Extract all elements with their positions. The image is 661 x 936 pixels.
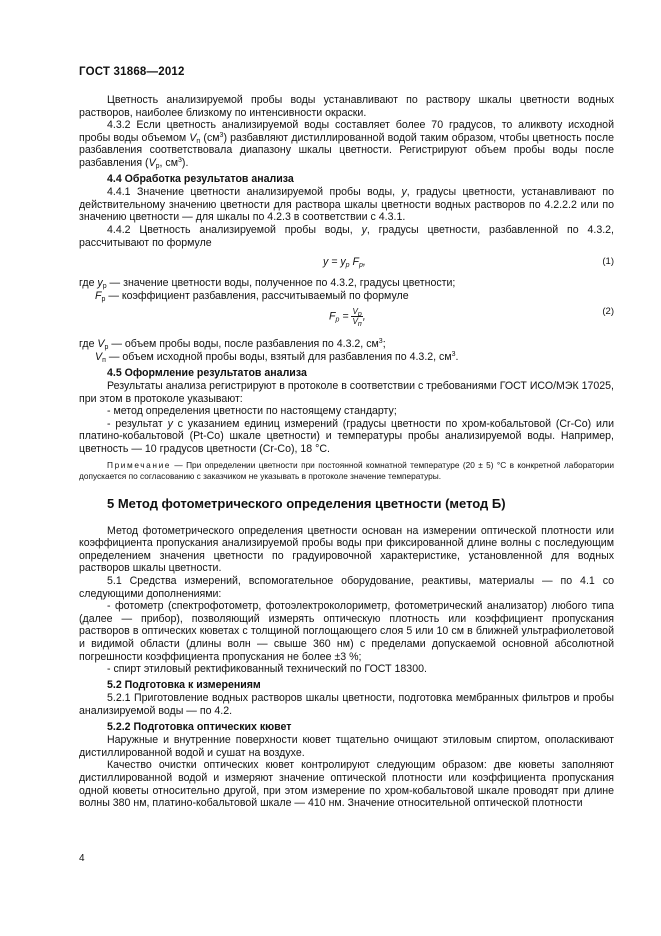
text-run: 4.3.2 Если цветность анализируемой воды составляет более 70 градусов, то аликвоту исходной пробы воды объемом [79,119,614,144]
paragraph-4-4-1 [79,186,614,224]
definition-fp [79,290,614,303]
formula-1-expression: $y = y_р$ $F_р$, [323,256,366,270]
symbol: F [352,256,360,269]
symbol: F [95,289,102,302]
formula-1-number: (1) [602,256,614,268]
paragraph-4-3-2 [79,119,614,169]
superscript: 3 [178,156,182,164]
heading-5-2-2: 5.2.2 Подготовка оптических кювет [107,720,292,733]
note [79,460,614,482]
subscript: р [335,316,340,324]
symbol: y [323,256,329,269]
symbol: y [340,256,346,269]
symbol: V [352,307,358,317]
symbol: y [361,223,367,236]
paragraph-4-5: Результаты анализа регистрируют в протоколе в соответствии с требованиями ГОСТ ИСО/МЭК 17025, при этом в протоколе указывают: [79,380,614,405]
formula-2-expression: $F_р$ = $\frac{V_р}{V_п}$ , [329,307,366,329]
paragraph-5-1: 5.1 Средства измерений, вспомогательное оборудование, реактивы, материалы — по 4.1 со следующими дополнениями: [79,575,614,600]
subscript: р [102,283,107,291]
subscript: р [345,262,350,270]
symbol: V [148,156,156,169]
note-label: Примечание [107,459,172,470]
text-run: ). [181,156,189,169]
paragraph: Качество очистки оптических кювет контролируют следующим образом: две кюветы заполняют дистиллированной водой и измеряют значение оптической плотности или коэффициента пропускания одной кюветы относительно другой, при этом измерение по хром-кобальтовой шкале проводят при длине волны 380 нм, платино-кобальтовой шкале — 410 нм. Значение относительной оптической плотности [79,759,614,810]
symbol: y [167,417,173,430]
page-number: 4 [79,853,85,864]
section-heading-5: 5 Метод фотометрического определения цветности (метод Б) [107,495,506,511]
page-body [79,94,614,810]
text-run: ) разбавляют дистиллированной водой таким образом, чтобы цветность после разбавления соответствовала диапазону шкалы цветности. Регистрируют объем пробы воды после разбавления ( [79,131,614,169]
superscript: 3 [378,338,383,346]
symbol: F [329,310,336,323]
list-item: - спирт этиловый ректификованный технический по ГОСТ 18300. [107,663,427,676]
subscript: р [101,295,106,303]
fraction-numerator [351,307,362,317]
definition-yp [79,277,614,290]
paragraph-4-4-2 [79,224,614,249]
paragraph: Наружные и внутренние поверхности кювет тщательно очищают этиловым спиртом, ополаскивают дистиллированной водой и сушат на воздухе. [79,734,614,759]
formula-2-number: (2) [602,306,614,318]
note-text: — При определении цветности при постоянной комнатной температуре (20 ± 5) °С в конкретной лаборатории допускается по согласованию с заказчиком не указывать в протоколе значение температуры. [79,459,614,481]
definition-vp [79,338,614,351]
text-run: , градусы цветности, устанавливают по действительному значению цветности для раствора шкалы цветности водных растворов по 4.2.2.2 или по значению цветности — для шкалы по 4.2.3 в соответствии с 4.3.1. [79,186,614,224]
paragraph-5: Метод фотометрического определения цветности основан на измерении оптической плотности или коэффициента пропускания анализируемой пробы воды при фиксированной длине волны с последующим определением значения цветности по градуировочной характеристике, установленной для водных растворов шкалы цветности. [79,524,614,575]
fraction-denominator [351,317,362,329]
text-run: ; [382,338,386,351]
list-item [79,418,614,456]
subscript: п [196,137,201,145]
fraction [351,307,362,329]
text-run: , см [159,156,179,169]
text-run: — объем пробы воды, после разбавления по 4.3.2, см [108,338,379,351]
subscript: п [102,356,106,364]
text-run: где [79,277,98,290]
subscript: р [104,344,109,352]
heading-4-4: 4.4 Обработка результатов анализа [107,172,294,185]
subscript: п [357,321,362,329]
text-run: , градусы цветности, разбавленной по 4.3.2, рассчитывают по формуле [79,223,614,249]
heading-4-5: 4.5 Оформление результатов анализа [107,366,307,379]
superscript: 3 [219,131,224,139]
symbol: V [189,131,197,144]
text-run: , [362,310,366,323]
symbol: V [97,338,105,351]
text-run: . [455,350,459,363]
page-header-standard: ГОСТ 31868—2012 [79,66,185,78]
text-run: — значение цветности воды, полученное по 4.3.2, градусы цветности; [106,277,456,290]
subscript: р [155,162,160,170]
heading-5-2: 5.2 Подготовка к измерениям [107,678,261,691]
superscript: 3 [451,350,456,358]
list-item: - метод определения цветности по настоящему стандарту; [107,405,397,418]
definition-vn [79,351,614,364]
formula-2 [79,304,614,332]
subscript: р [359,262,363,270]
paragraph: Цветность анализируемой пробы воды устанавливают по раствору шкалы цветности водных растворов, наиболее близкому по интенсивности окраски. [79,94,614,119]
text-run: — коэффициент разбавления, рассчитываемый по формуле [105,289,409,302]
text-run: где [79,338,98,351]
symbol: V [95,350,103,363]
formula-1 [79,253,614,273]
text-run: 4.4.1 Значение цветности анализируемой пробы воды, [107,186,402,199]
list-item: - фотометр (спектрофотометр, фотоэлектроколориметр, фотометрический анализатор) любого типа (далее — прибор), позволяющий измерять оптическую плотность или коэффициент пропускания растворов в оптических кюветах с толщиной поглощающего слоя 5 или 10 см в ближней ультрафиолетовой и видимой области (длины волн — свыше 360 нм) с пределами допускаемой основной абсолютной погрешности коэффициента пропускания не более ±3 %; [79,600,614,663]
text-run: 4.4.2 Цветность анализируемой пробы воды, [107,223,362,236]
text-run: с указанием единиц измерений (градусы цветности по хром-кобальтовой (Cr-Co) или платино-кобальтовой (Pt-Co) шкале цветности) и температуры пробы анализируемой воды. Например, цветность — 10 градусов цветности (Cr-Co), 18 °С. [79,417,614,456]
symbol: y [401,186,407,199]
paragraph-5-2-1: 5.2.1 Приготовление водных растворов шкалы цветности, подготовка мембранных фильтров и пробы анализируемой воды — по 4.2. [79,692,614,717]
subscript: р [357,311,362,319]
text-run: — объем исходной пробы воды, взятый для разбавления по 4.3.2, см [105,350,452,363]
symbol: y [97,277,103,290]
symbol: V [352,317,358,327]
text-run: - результат [107,417,168,430]
text-run: (см [200,131,220,144]
